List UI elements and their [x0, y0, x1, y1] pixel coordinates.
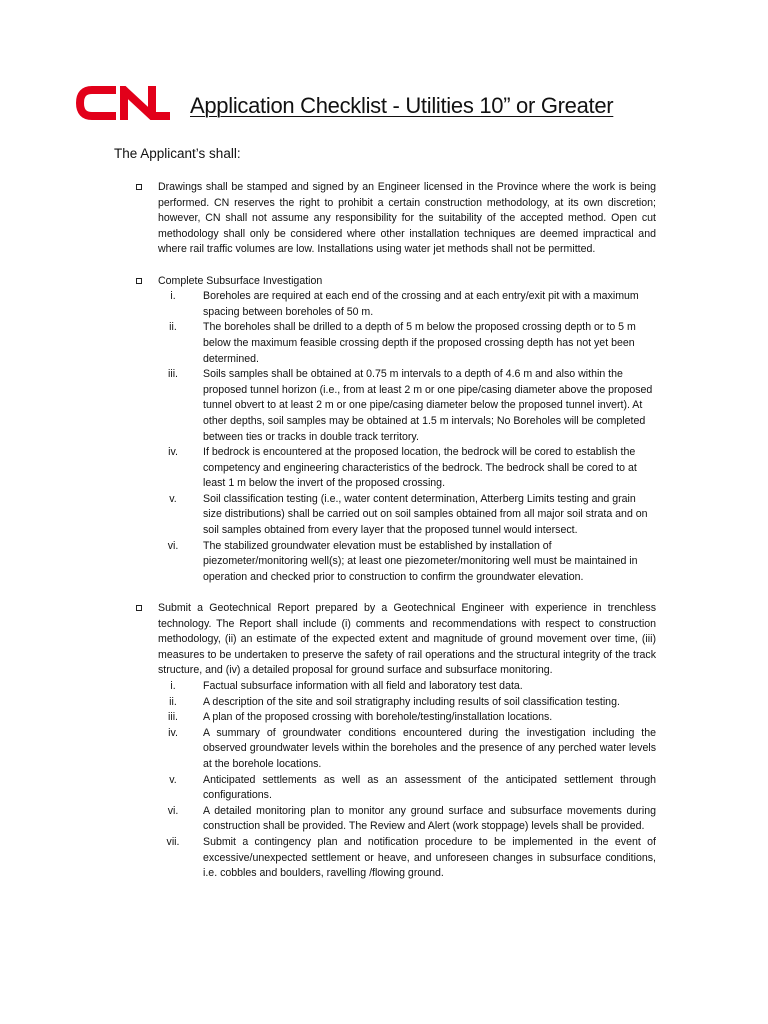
list-item-text: Soils samples shall be obtained at 0.75 m intervals to a depth of 4.6 m and also within the proposed tunnel horizon (i.e., from at least 2 m or one pipe/casing diameter above the proposed tunnel obvert to at least 2 m or one pipe/casing diameter below the proposed tunnel invert). At other depths, soil samples may be obtained at 1.5 m intervals; No Boreholes will be completed between ties or tracks in double track territory.	[203, 368, 653, 443]
document-header	[76, 86, 676, 126]
list-item-number: i.	[170, 290, 176, 303]
list-item-number: iii.	[167, 368, 178, 381]
subitem-list	[158, 289, 656, 585]
checklist-item-drawings	[114, 180, 656, 258]
list-item-text: A plan of the proposed crossing with borehole/testing/installation locations.	[203, 711, 553, 724]
list-item-number: v.	[169, 492, 177, 505]
list-item-text: The boreholes shall be drilled to a depth of 5 m below the proposed crossing depth or to 5 m below the maximum feasible crossing depth if the proposed crossing depth has not yet been determined.	[203, 321, 636, 365]
document-title: Application Checklist - Utilities 10” or Greater	[190, 93, 614, 118]
list-item	[158, 492, 656, 539]
list-item	[158, 695, 656, 711]
list-item-number: iv.	[168, 726, 178, 739]
list-item-number: ii.	[169, 321, 177, 334]
checklist-item-geotechnical-report	[114, 601, 656, 882]
list-item	[158, 445, 656, 492]
list-item-text: Boreholes are required at each end of the crossing and at each entry/exit pit with a maximum spacing between boreholes of 50 m.	[203, 290, 639, 318]
list-item	[158, 710, 656, 726]
list-item	[158, 773, 656, 804]
list-item-number: vi.	[167, 804, 179, 817]
checklist-item-text: Drawings shall be stamped and signed by an Engineer licensed in the Province where the work is being performed. CN reserves the right to prohibit a certain construction methodology, at its own discretion; however, CN shall not assume any responsibility for the suitability of the accepted method. Open cut methodology shall only be considered where other installation techniques are deemed impractical and where rail traffic volumes are low. Installations using water jet methods shall not be permitted.	[158, 181, 656, 256]
list-item	[158, 679, 656, 695]
list-item-number: vii.	[166, 835, 180, 848]
list-item-text: The stabilized groundwater elevation must be established by installation of piezometer/monitoring well(s); at least one piezometer/monitoring well must be maintained in operation and checked prior to construction to confirm the groundwater elevation.	[203, 539, 638, 583]
list-item-text: A description of the site and soil stratigraphy including results of soil classification testing.	[203, 695, 620, 708]
list-item-number: iv.	[168, 446, 178, 459]
list-item-number: v.	[169, 773, 177, 786]
list-item	[158, 726, 656, 773]
list-item-number: ii.	[169, 695, 177, 708]
list-item	[158, 367, 656, 445]
checklist-item-subsurface-investigation	[114, 274, 656, 586]
intro-text: The Applicant’s shall:	[114, 146, 241, 161]
list-item-text: A detailed monitoring plan to monitor any ground surface and subsurface movements during construction shall be provided. The Review and Alert (work stoppage) levels shall be provided.	[203, 804, 656, 833]
cn-logo	[76, 86, 174, 120]
list-item	[158, 289, 656, 320]
list-item-text: Factual subsurface information with all field and laboratory test data.	[203, 680, 523, 692]
subitem-list	[158, 679, 656, 882]
checklist	[114, 180, 656, 897]
checkbox-icon[interactable]	[136, 184, 142, 190]
list-item-text: Submit a contingency plan and notification procedure to be implemented in the event of excessive/unexpected settlement or heave, and unforeseen changes in subsurface conditions, i.e. cobbles and boulders, ravelling /flowing ground.	[203, 835, 656, 880]
list-item-text: If bedrock is encountered at the proposed location, the bedrock will be cored to establish the competency and engineering characteristics of the bedrock. The bedrock shall be cored to at least 1 m below the invert of the proposed crossing.	[203, 446, 637, 490]
list-item	[158, 539, 656, 586]
list-item-text: Soil classification testing (i.e., water content determination, Atterberg Limits testing and grain size distributions) shall be carried out on soil samples obtained from all major soil strata and on soil samples obtained from every layer that the proposed tunnel would intersect.	[203, 492, 648, 537]
list-item	[158, 320, 656, 367]
list-item-text: A summary of groundwater conditions encountered during the investigation including the observed groundwater levels within the boreholes and the presence of any perched water levels at the borehole locations.	[203, 726, 656, 770]
checkbox-icon[interactable]	[136, 605, 142, 611]
checkbox-icon[interactable]	[136, 278, 142, 284]
list-item-number: iii.	[167, 711, 178, 724]
list-item-number: i.	[170, 680, 176, 692]
checklist-item-text: Complete Subsurface Investigation	[158, 274, 323, 287]
list-item-number: vi.	[167, 539, 179, 552]
list-item	[158, 835, 656, 882]
checklist-item-text: Submit a Geotechnical Report prepared by a Geotechnical Engineer with experience in trenchless technology. The Report shall include (i) comments and recommendations with respect to construction methodology, (ii) an estimate of the expected extent and magnitude of ground movement over time, (iii) measures to be undertaken to preserve the safety of rail operations and the structural integrity of the track structure, and (iv) a detailed proposal for ground surface and subsurface monitoring.	[158, 602, 656, 677]
list-item	[158, 804, 656, 835]
list-item-text: Anticipated settlements as well as an assessment of the anticipated settlement through configurations.	[203, 773, 656, 802]
